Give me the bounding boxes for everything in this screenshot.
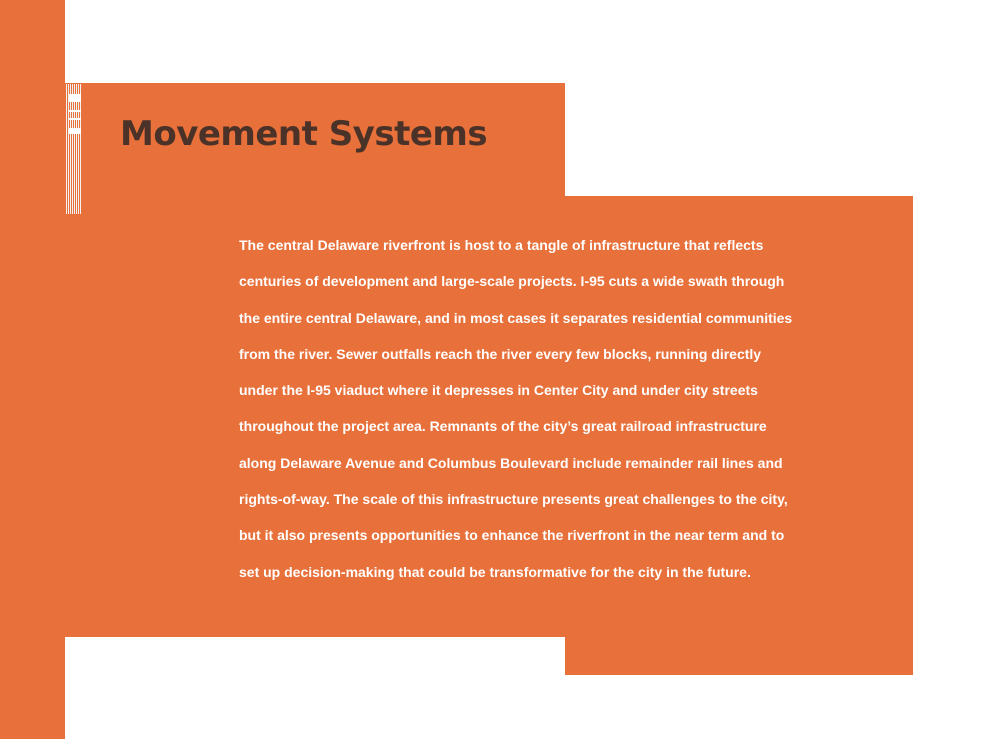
body-line: throughout the project area. Remnants of the city’s great railroad infrastructure xyxy=(239,418,767,435)
body-line: but it also presents opportunities to enhance the riverfront in the near term and to xyxy=(239,527,785,544)
body-line: The central Delaware riverfront is host to a tangle of infrastructure that reflects xyxy=(239,237,764,253)
left-accent-bar xyxy=(0,0,65,739)
body-line: rights-of-way. The scale of this infrastructure presents great challenges to the city, xyxy=(239,491,788,508)
body-line: centuries of development and large-scale projects. I-95 cuts a wide swath through xyxy=(239,273,785,290)
page-title: Movement Systems xyxy=(120,114,488,154)
body-paragraph xyxy=(239,227,839,590)
body-line: set up decision-making that could be transformative for the city in the future. xyxy=(239,563,751,580)
section-marker-barcode xyxy=(65,84,83,214)
body-line: from the river. Sewer outfalls reach the river every few blocks, running directly xyxy=(239,345,762,362)
body-line: the entire central Delaware, and in most cases it separates residential communities xyxy=(239,309,793,326)
body-line: under the I-95 viaduct where it depresses in Center City and under city streets xyxy=(239,382,758,399)
body-line: along Delaware Avenue and Columbus Boulevard include remainder rail lines and xyxy=(239,454,783,471)
